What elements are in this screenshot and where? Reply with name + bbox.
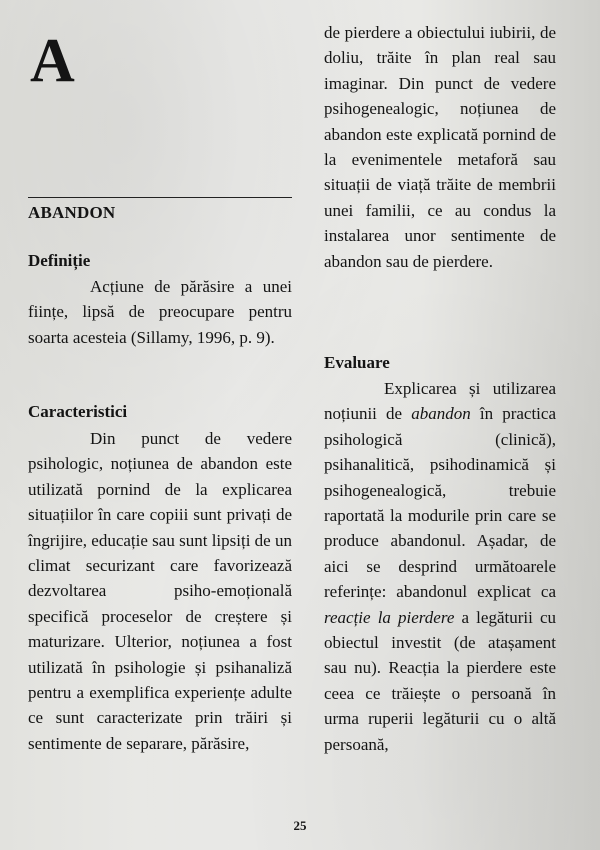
page-number: 25 [293,818,307,833]
section-letter: A [30,27,75,95]
evaluation-text-3: a legăturii cu obiectul investit (de atașament sau nu). Reacția la pierdere este ceea ce trăiește o persoană în urma ruperii legăturii cu o altă persoană, [324,607,556,754]
evaluation-paragraph [324,376,556,757]
characteristics-heading: Caracteristici [28,402,128,421]
evaluation-text-1: Explicarea și utilizarea noțiunii de [324,379,556,424]
definition-heading: Definiție [28,251,91,270]
evaluation-italic-1: abandon [411,404,471,424]
title-rule [28,197,292,198]
evaluation-italic-2: reacție la pierdere [324,607,455,627]
evaluation-text [324,376,556,757]
definition-paragraph [28,274,292,350]
characteristics-paragraph [28,426,292,756]
continuation-paragraph [324,20,556,274]
evaluation-text-2: în practica psihologică (clinică), psihanalitică, psihodinamică și psihogenealogică, trebuie raportată la modurile prin care se produce abandonul. Așadar, de aici se desprind următoarele referințe: abandonul explicat ca [324,404,556,602]
entry-title: ABANDON [28,203,116,222]
evaluation-heading: Evaluare [324,353,390,372]
definition-text: Acțiune de părăsire a unei ființe, lipsă de preocupare pentru soarta acesteia (Sillamy, 1996, p. 9). [28,277,292,347]
characteristics-text: Din punct de vedere psihologic, noțiunea de abandon este utilizată pornind de la explicarea situațiilor în care copiii sunt privați de îngrijire, educație sau sunt lipsiți de un climat securizant care favorizează dezvoltarea psiho-emoțională specifică proceselor de creștere și maturizare. Ulterior, noțiunea a fost utilizată în psihologie și psihanaliză pentru a exemplifica experiențe adulte ce sunt caracterizate prin trăiri și sentimente de separare, părăsire, [28,429,292,753]
continuation-text: de pierdere a obiectului iubirii, de doliu, trăite în plan real sau imaginar. Din punct de vedere psihogenealogic, noțiunea de abandon este explicată pornind de la evenimentele metaforă sau situații de viață trăite de membrii unei familii, ce au condus la instalarea unor sentimente de abandon sau de pierdere. [324,23,556,271]
